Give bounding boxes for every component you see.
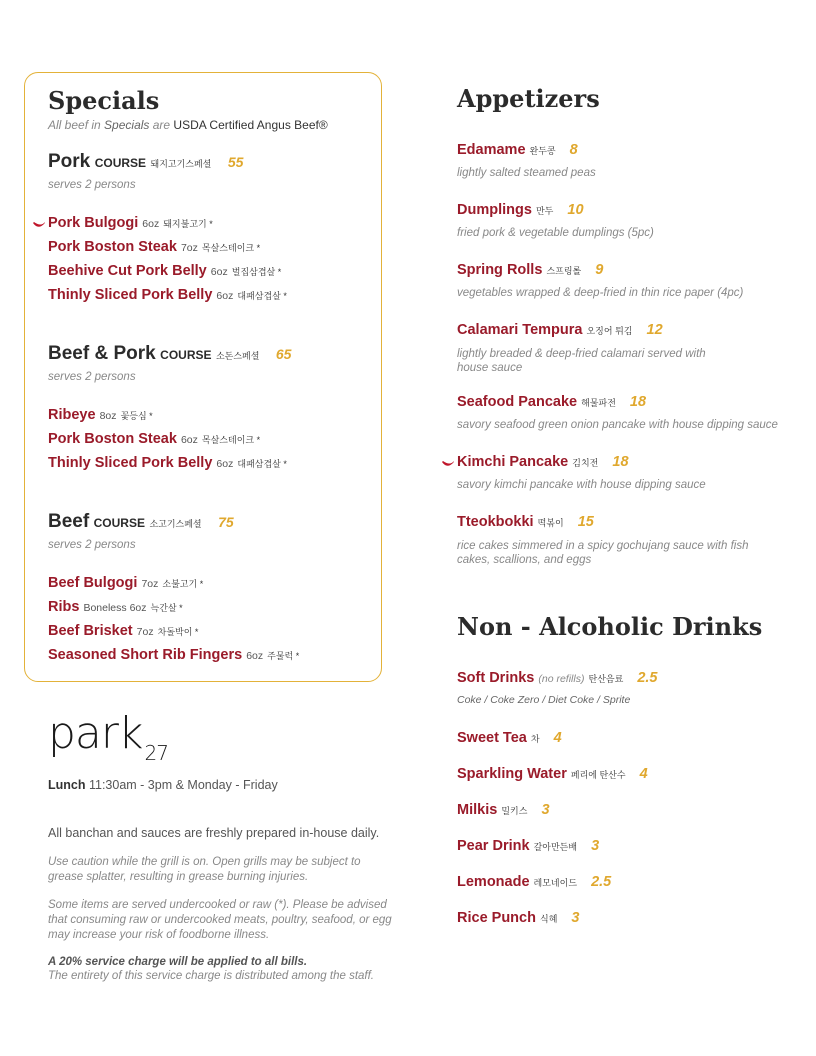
drink-item	[457, 670, 657, 686]
item-price: 18	[629, 394, 647, 410]
item-price: 15	[577, 514, 594, 530]
item-korean: 떡볶이	[537, 518, 564, 528]
item-detail: 6oz	[246, 650, 264, 662]
item-korean: 소불고기 *	[162, 579, 204, 589]
drink-item	[457, 838, 599, 854]
course-korean: 돼지고기스페셜	[150, 159, 212, 169]
item-name: Pork Boston Steak	[48, 431, 177, 447]
item-korean: 오징어 튀김	[586, 326, 633, 336]
item-korean: 레모네이드	[533, 878, 578, 888]
drink-item	[457, 910, 580, 926]
special-item	[48, 455, 287, 471]
appetizers-title: Appetizers	[457, 84, 600, 113]
specials-subtitle-p1: All beef in	[48, 118, 105, 132]
course-name: Beef	[48, 511, 90, 532]
course-header-pork	[48, 151, 243, 173]
appetizer-item	[457, 202, 584, 218]
special-item	[48, 263, 281, 279]
special-item	[48, 575, 203, 591]
item-price: 3	[591, 838, 600, 854]
appetizer-item	[457, 262, 603, 278]
course-serves: serves 2 persons	[48, 371, 136, 383]
item-korean: 페리에 탄산수	[570, 770, 626, 780]
item-name: Thinly Sliced Pork Belly	[48, 455, 213, 471]
item-detail: 7oz	[136, 626, 154, 638]
item-name: Edamame	[457, 142, 526, 158]
appetizer-item	[457, 394, 646, 410]
course-price: 55	[227, 154, 244, 170]
chili-icon	[441, 456, 455, 474]
appetizer-item	[457, 142, 578, 158]
item-detail: 7oz	[180, 242, 198, 254]
item-korean: 스프링롤	[546, 266, 582, 276]
item-detail: 6oz	[210, 266, 228, 278]
item-detail: 6oz	[142, 218, 160, 230]
item-korean: 차	[530, 734, 540, 744]
drinks-title: Non - Alcoholic Drinks	[457, 612, 763, 641]
course-price: 75	[218, 514, 234, 530]
item-name: Sparkling Water	[457, 766, 567, 782]
special-item	[48, 647, 299, 663]
item-price: 2.5	[591, 874, 612, 890]
item-korean: 대패삼겹살 *	[237, 291, 287, 301]
item-name: Ribeye	[48, 407, 96, 423]
course-name: Beef & Pork	[48, 343, 156, 364]
item-desc: Coke / Coke Zero / Diet Coke / Sprite	[457, 694, 631, 706]
appetizer-item	[457, 322, 663, 338]
item-note: (no refills)	[538, 673, 585, 685]
item-price: 12	[646, 322, 663, 338]
item-name: Tteokbokki	[457, 514, 534, 530]
caution-note: Use caution while the grill is on. Open grills may be subject to grease splatter, resulting in grease burning injuries.	[48, 856, 361, 883]
item-detail: 6oz	[216, 458, 234, 470]
item-price: 4	[639, 766, 648, 782]
course-label: COURSE	[93, 516, 145, 530]
item-desc: savory kimchi pancake with house dipping sauce	[457, 479, 706, 491]
item-price: 9	[595, 262, 604, 278]
item-name: Rice Punch	[457, 910, 536, 926]
course-header-beef-pork	[48, 343, 291, 365]
item-korean: 돼지불고기 *	[163, 219, 213, 229]
specials-subtitle-bold: USDA Certified Angus Beef®	[173, 118, 328, 132]
item-price: 2.5	[637, 670, 658, 686]
item-korean: 갈아만든배	[533, 842, 578, 852]
item-price: 8	[569, 142, 578, 158]
chili-icon	[32, 217, 46, 235]
specials-subtitle-p2: are	[149, 118, 174, 132]
lunch-hours-text: 11:30am - 3pm & Monday - Friday	[88, 778, 278, 792]
item-korean: 대패삼겹살 *	[237, 459, 287, 469]
item-korean: 탄산음료	[588, 674, 624, 684]
item-name: Beehive Cut Pork Belly	[48, 263, 207, 279]
course-korean: 소고기스페셜	[149, 519, 202, 529]
item-price: 3	[541, 802, 550, 818]
special-item	[48, 623, 198, 639]
item-name: Seafood Pancake	[457, 394, 578, 410]
item-korean: 벌집삼겹살 *	[231, 267, 282, 277]
item-detail: 7oz	[141, 578, 159, 590]
drink-item	[457, 730, 562, 746]
item-desc: fried pork & vegetable dumplings (5pc)	[457, 227, 654, 239]
item-detail: 8oz	[99, 410, 117, 422]
special-item	[48, 599, 183, 615]
item-desc: vegetables wrapped & deep-fried in thin rice paper (4pc)	[457, 287, 744, 299]
item-name: Dumplings	[457, 202, 532, 218]
item-detail: 6oz	[216, 290, 234, 302]
item-name: Pork Boston Steak	[48, 239, 177, 255]
raw-warning: Some items are served undercooked or raw (*). Please be advised that consuming raw or undercooked meats, poultry, seafood, or egg may increase your risk of foodborne illness.	[48, 899, 392, 941]
item-korean: 완두콩	[529, 146, 556, 156]
item-name: Sweet Tea	[457, 730, 527, 746]
drink-item	[457, 766, 648, 782]
drink-item	[457, 802, 550, 818]
course-serves: serves 2 persons	[48, 539, 136, 551]
item-name: Calamari Tempura	[457, 322, 583, 338]
logo-main: park	[48, 708, 143, 759]
item-detail: 6oz	[180, 434, 198, 446]
item-korean: 식혜	[540, 914, 558, 924]
special-item	[48, 239, 260, 255]
item-desc: lightly breaded & deep-fried calamari served with house sauce	[457, 348, 706, 374]
specials-title: Specials	[48, 86, 160, 115]
course-header-beef	[48, 511, 234, 533]
item-korean: 만두	[535, 206, 554, 216]
special-item	[48, 407, 153, 423]
item-name: Pear Drink	[457, 838, 530, 854]
item-desc: lightly salted steamed peas	[457, 167, 596, 179]
specials-subtitle	[48, 118, 328, 132]
course-serves: serves 2 persons	[48, 179, 136, 191]
item-name: Thinly Sliced Pork Belly	[48, 287, 213, 303]
item-korean: 꽃등심 *	[120, 411, 153, 421]
specials-subtitle-em: Specials	[104, 118, 150, 132]
appetizer-item	[457, 514, 594, 530]
item-desc: savory seafood green onion pancake with house dipping sauce	[457, 419, 778, 431]
item-name: Beef Bulgogi	[48, 575, 138, 591]
brand-logo	[48, 708, 168, 765]
item-korean: 목살스테이크 *	[201, 243, 261, 253]
item-name: Lemonade	[457, 874, 530, 890]
course-label: COURSE	[160, 348, 212, 362]
item-detail: Boneless 6oz	[83, 602, 147, 614]
item-korean: 해물파전	[581, 398, 616, 408]
special-item	[48, 287, 287, 303]
item-name: Beef Brisket	[48, 623, 133, 639]
item-korean: 김치전	[572, 458, 599, 468]
item-name: Ribs	[48, 599, 80, 615]
item-price: 10	[567, 202, 584, 218]
item-name: Kimchi Pancake	[457, 454, 569, 470]
appetizer-item	[457, 454, 629, 470]
item-korean: 목살스테이크 *	[201, 435, 261, 445]
item-name: Soft Drinks	[457, 670, 535, 686]
item-name: Pork Bulgogi	[48, 215, 139, 231]
item-price: 3	[571, 910, 580, 926]
course-price: 65	[275, 346, 292, 362]
item-price: 18	[612, 454, 629, 470]
item-korean: 차돌박이 *	[157, 627, 199, 637]
item-korean: 늑간살 *	[150, 603, 183, 613]
lunch-hours	[48, 778, 278, 792]
item-korean: 밀키스	[501, 806, 528, 816]
course-korean: 소돈스페셜	[215, 351, 260, 361]
service-note: The entirety of this service charge is distributed among the staff.	[48, 970, 374, 982]
item-desc: rice cakes simmered in a spicy gochujang sauce with fish cakes, scallions, and eggs	[457, 540, 749, 566]
course-name: Pork	[48, 151, 91, 172]
course-label: COURSE	[94, 156, 147, 170]
item-name: Milkis	[457, 802, 498, 818]
special-item	[48, 215, 213, 231]
item-price: 4	[553, 730, 562, 746]
service-charge: A 20% service charge will be applied to all bills.	[48, 956, 308, 968]
banchan-note: All banchan and sauces are freshly prepared in-house daily.	[48, 826, 380, 840]
logo-sub: 27	[144, 741, 168, 765]
item-name: Seasoned Short Rib Fingers	[48, 647, 243, 663]
special-item	[48, 431, 260, 447]
drink-item	[457, 874, 611, 890]
lunch-label: Lunch	[48, 778, 86, 792]
item-korean: 주물럭 *	[267, 651, 300, 661]
item-name: Spring Rolls	[457, 262, 543, 278]
